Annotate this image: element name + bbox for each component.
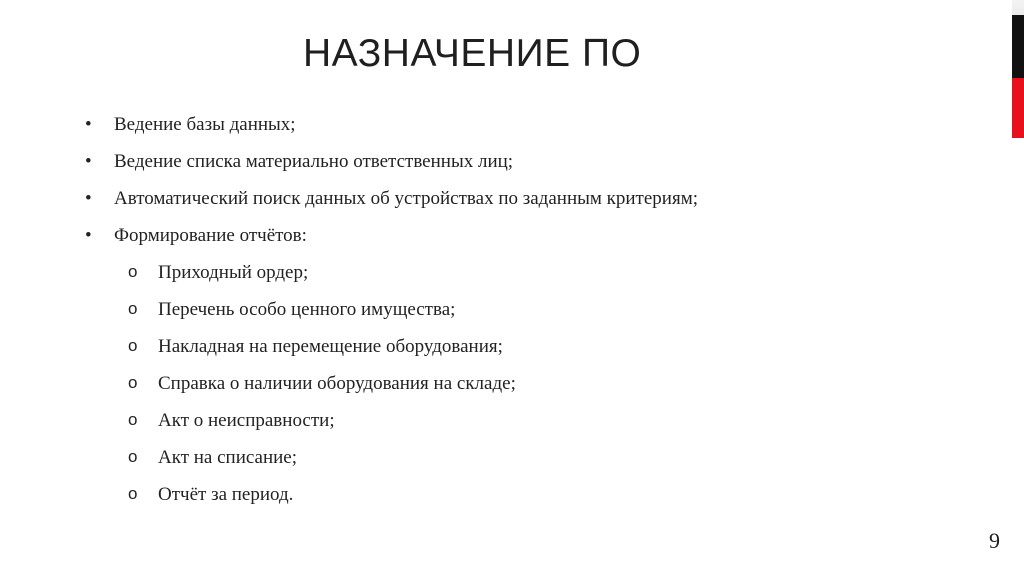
sub-list-item-text: Накладная на перемещение оборудования; xyxy=(158,336,503,357)
sub-bullet-marker: o xyxy=(128,262,138,281)
sub-list-item xyxy=(82,254,962,291)
sub-bullet-marker: o xyxy=(128,447,138,466)
list-item-text: Автоматический поиск данных об устройствах по заданным критериям; xyxy=(114,188,698,209)
sub-list-item-text: Акт о неисправности; xyxy=(158,410,335,431)
list-item xyxy=(82,143,962,180)
slide-title: НАЗНАЧЕНИЕ ПО xyxy=(303,32,642,75)
sub-list-item-text: Справка о наличии оборудования на складе; xyxy=(158,373,516,394)
sub-list-item xyxy=(82,328,962,365)
sub-list-item xyxy=(82,291,962,328)
list-item xyxy=(82,180,962,217)
sub-list-item xyxy=(82,439,962,476)
sub-bullet-marker: o xyxy=(128,484,138,503)
sub-list-item xyxy=(82,402,962,439)
sub-list xyxy=(82,254,962,513)
sub-list-item xyxy=(82,476,962,513)
sub-list-item-text: Перечень особо ценного имущества; xyxy=(158,299,456,320)
bullet-marker: • xyxy=(85,151,92,172)
sub-list-item-text: Приходный ордер; xyxy=(158,262,309,283)
bullet-marker: • xyxy=(85,114,92,135)
bullet-list xyxy=(82,106,962,254)
sub-bullet-marker: o xyxy=(128,410,138,429)
page-number: 9 xyxy=(989,528,1000,553)
sub-bullet-marker: o xyxy=(128,336,138,355)
list-item xyxy=(82,217,962,254)
list-item xyxy=(82,106,962,143)
sub-bullet-marker: o xyxy=(128,373,138,392)
accent-bar xyxy=(1012,0,1024,574)
bullet-marker: • xyxy=(85,188,92,209)
sub-list-item xyxy=(82,365,962,402)
sub-list-item-text: Отчёт за период. xyxy=(158,484,294,505)
list-item-text: Ведение базы данных; xyxy=(114,114,296,135)
list-item-text: Формирование отчётов: xyxy=(114,225,307,246)
sub-list-item-text: Акт на списание; xyxy=(158,447,298,468)
bullet-marker: • xyxy=(85,225,92,246)
list-item-text: Ведение списка материально ответственных лиц; xyxy=(114,151,514,172)
sub-bullet-marker: o xyxy=(128,299,138,318)
